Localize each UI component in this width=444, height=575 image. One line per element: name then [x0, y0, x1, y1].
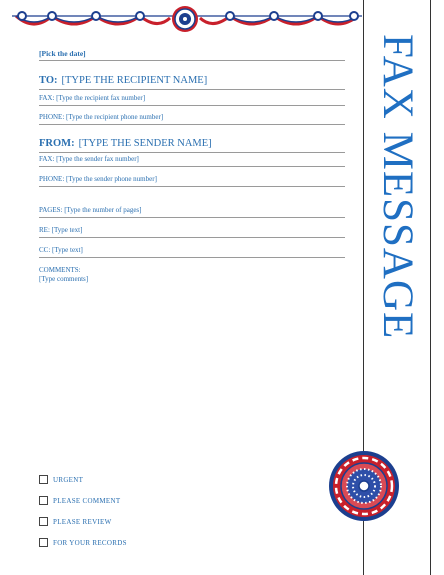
comments-field[interactable]: [Type comments]	[39, 275, 89, 284]
sender-name: [TYPE THE SENDER NAME]	[78, 138, 212, 149]
please-review-label: PLEASE REVIEW	[53, 517, 112, 526]
cc-field[interactable]: CC: [Type text]	[39, 247, 345, 258]
please-comment-checkbox[interactable]	[39, 496, 48, 505]
urgent-label: URGENT	[53, 475, 84, 484]
comments-label: COMMENTS:	[39, 266, 81, 274]
for-your-records-label: FOR YOUR RECORDS	[53, 538, 127, 547]
for-your-records-option[interactable]	[39, 537, 127, 548]
recipient-name-field[interactable]	[39, 75, 345, 90]
please-review-checkbox[interactable]	[39, 517, 48, 526]
please-comment-label: PLEASE COMMENT	[53, 496, 121, 505]
urgent-checkbox[interactable]	[39, 475, 48, 484]
patriotic-bunting	[12, 4, 362, 36]
sender-fax-field[interactable]: FAX: [Type the sender fax number]	[39, 156, 345, 167]
date-field[interactable]: [Pick the date]	[39, 50, 345, 61]
for-your-records-checkbox[interactable]	[39, 538, 48, 547]
divider-line-right	[430, 0, 431, 575]
sender-phone-field[interactable]: PHONE: [Type the sender phone number]	[39, 176, 345, 187]
patriotic-rosette	[328, 450, 400, 522]
comments-section	[39, 266, 88, 284]
please-comment-option[interactable]	[39, 495, 127, 506]
bunting-medallion	[172, 6, 198, 32]
to-label: TO:	[39, 75, 58, 86]
recipient-name: [TYPE THE RECIPIENT NAME]	[61, 75, 208, 86]
pages-field[interactable]: PAGES: [Type the number of pages]	[39, 207, 345, 218]
recipient-fax-field[interactable]: FAX: [Type the recipient fax number]	[39, 95, 345, 106]
checkbox-list	[39, 474, 127, 558]
urgent-option[interactable]	[39, 474, 127, 485]
please-review-option[interactable]	[39, 516, 127, 527]
re-field[interactable]: RE: [Type text]	[39, 227, 345, 238]
recipient-phone-field[interactable]: PHONE: [Type the recipient phone number]	[39, 114, 345, 125]
fax-message-title: FAX MESSAGE	[374, 34, 421, 340]
sender-name-field[interactable]	[39, 138, 345, 153]
from-label: FROM:	[39, 138, 75, 149]
